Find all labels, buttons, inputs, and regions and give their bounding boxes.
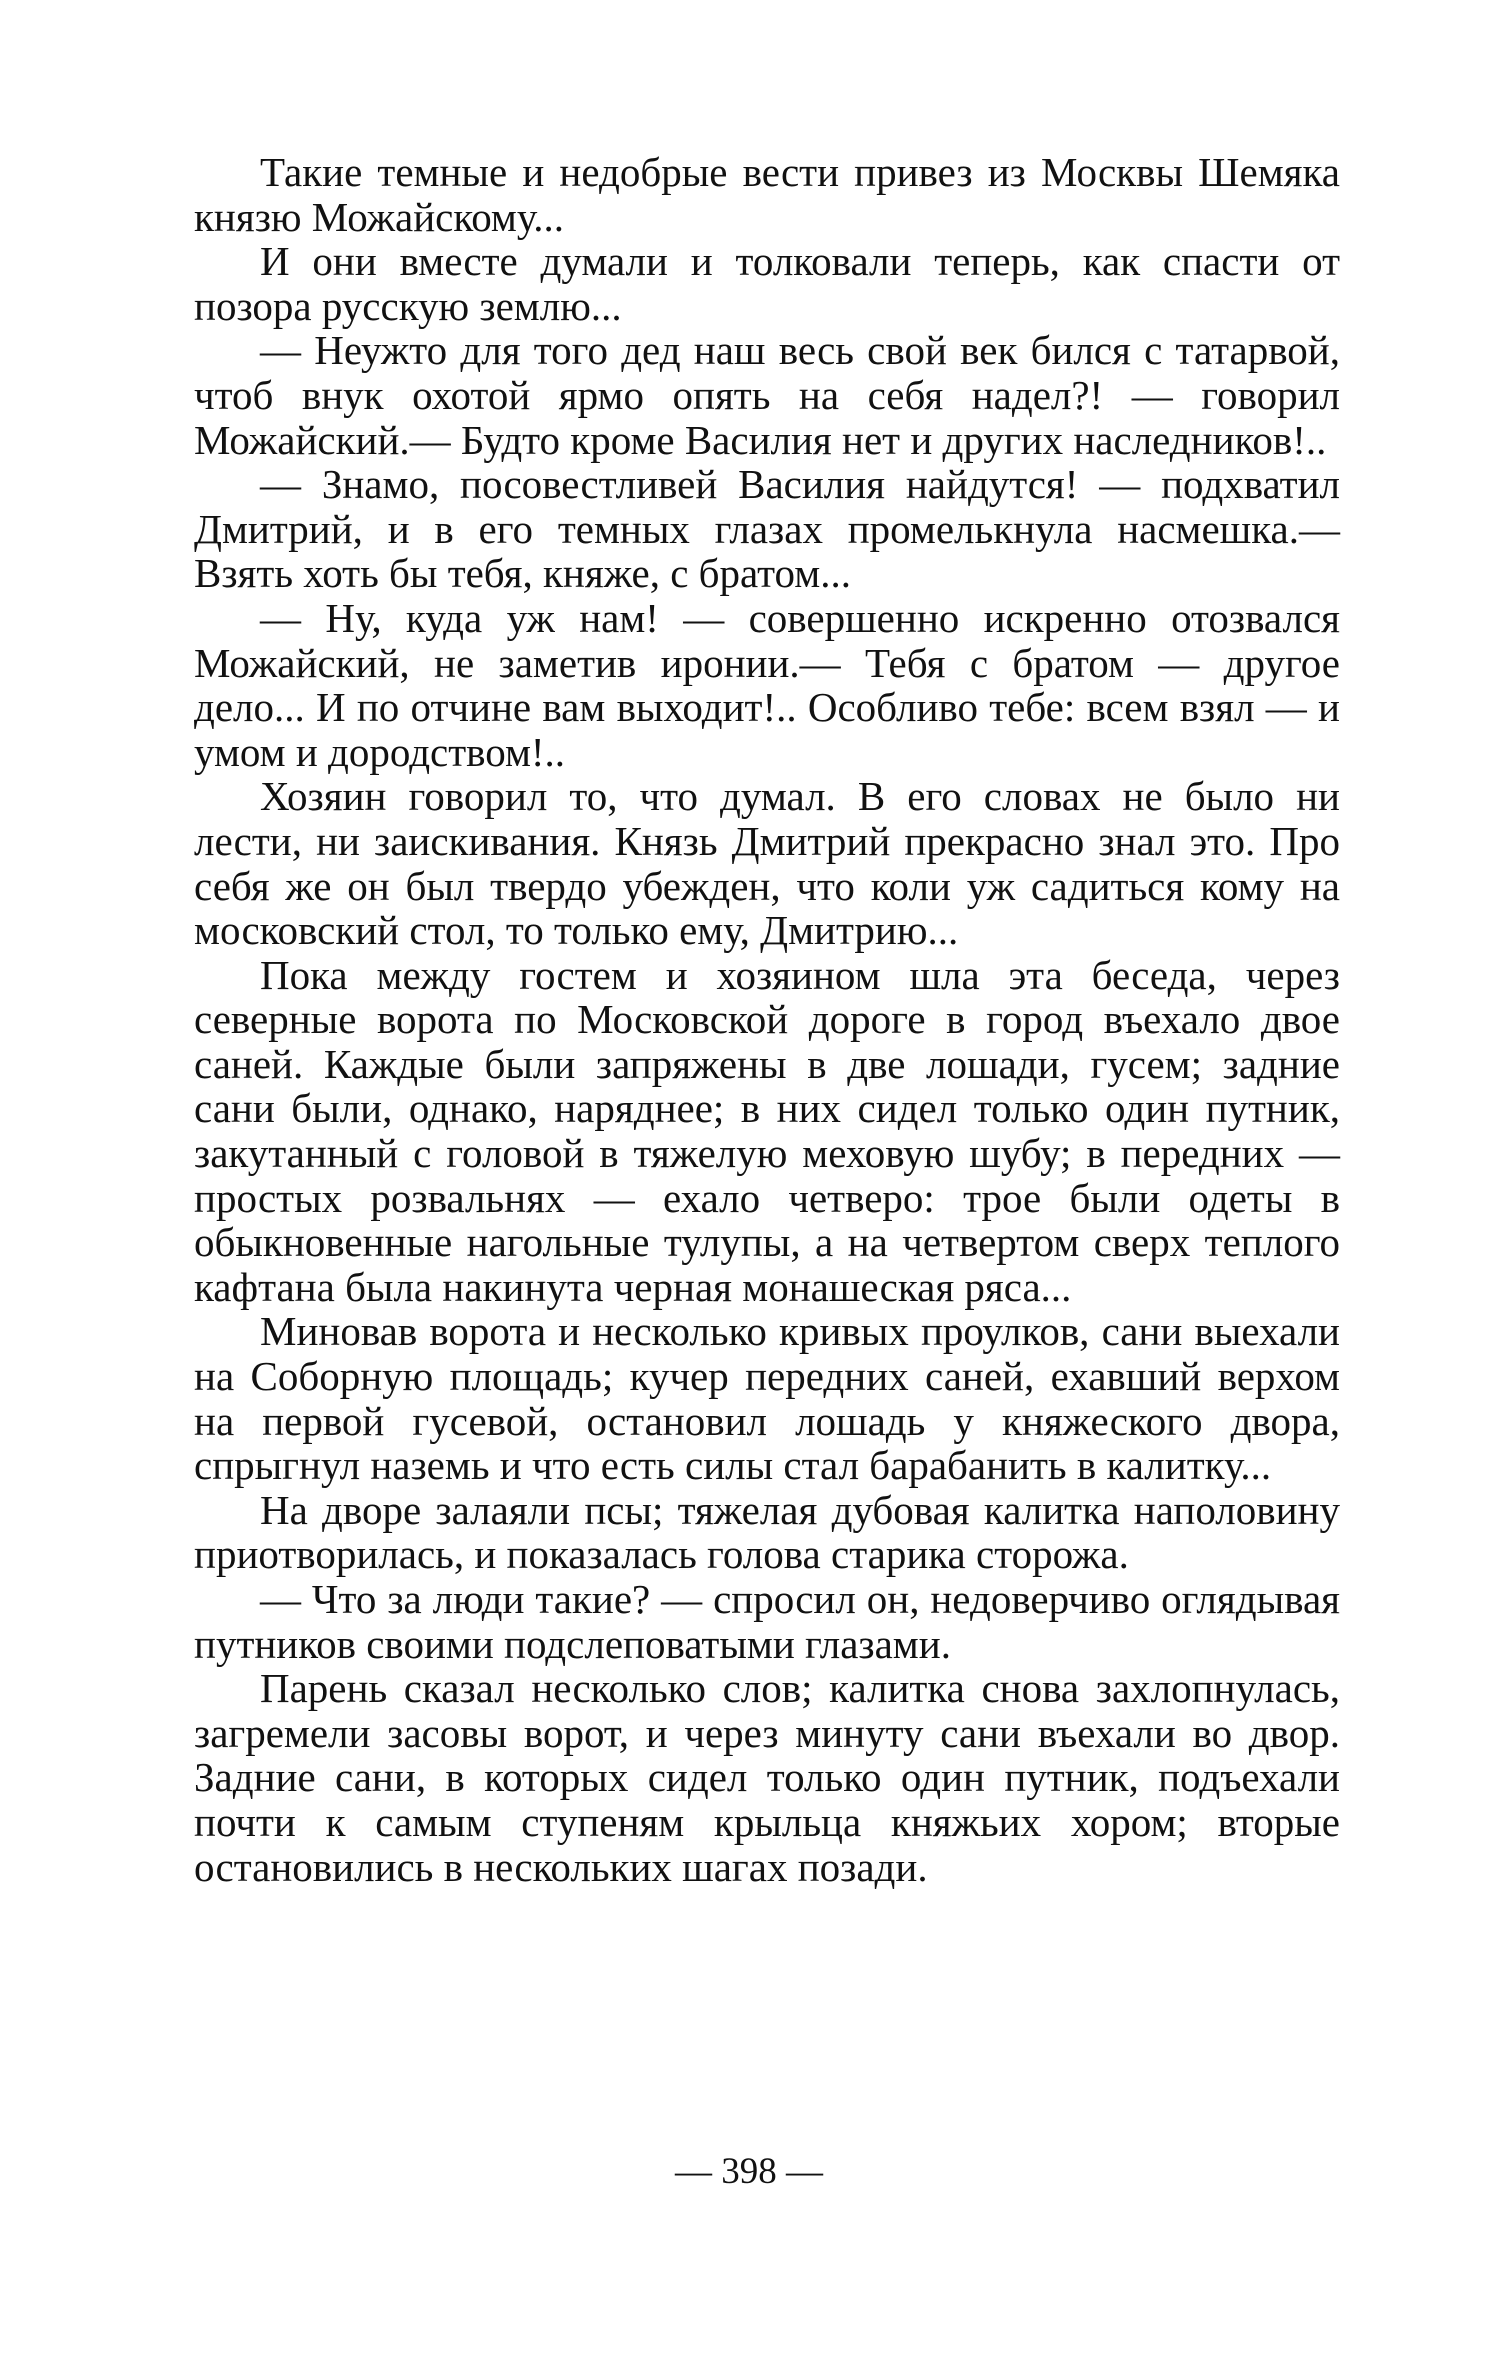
paragraph: Такие темные и недобрые вести привез из Москвы Шемяка князю Можайскому...: [194, 149, 1340, 240]
paragraph: — Ну, куда уж нам! — совершенно искренно отозвался Можайский, не заметив иронии.— Тебя с братом — другое дело... И по отчине вам выходит!.. Особливо тебе: всем взял — и умом и дородством!..: [194, 594, 1340, 775]
paragraph: Пока между гостем и хозяином шла эта беседа, через северные ворота по Московской дороге в город въехало двое саней. Каждые были запряжены в две лошади, гусем; задние сани были, однако, наряднее; в них сидел только один путник, закутанный с головой в тяжелую меховую шубу; в передних — простых розвальнях — ехало четверо: трое были одеты в обыкновенные нагольные тулупы, а на четвертом сверх теплого кафтана была накинута черная монашеская ряса...: [194, 951, 1340, 1310]
paragraph: — Знамо, посовестливей Василия найдутся! — подхватил Дмитрий, и в его темных глазах промелькнула насмешка.— Взять хоть бы тебя, княже, с братом...: [194, 461, 1340, 597]
paragraph: И они вместе думали и толковали теперь, как спасти от позора русскую землю...: [194, 238, 1340, 329]
paragraph: — Неужто для того дед наш весь свой век бился с татарвой, чтоб внук охотой ярмо опять на себя надел?! — говорил Можайский.— Будто кроме Василия нет и других наследников!..: [194, 327, 1340, 463]
paragraph: Хозяин говорил то, что думал. В его словах не было ни лести, ни заискивания. Князь Дмитрий прекрасно знал это. Про себя же он был твердо убежден, что коли уж садиться кому на московский стол, то только ему, Дмитрию...: [194, 773, 1340, 954]
page-number: — 398 —: [675, 2151, 823, 2192]
paragraph: На дворе залаяли псы; тяжелая дубовая калитка наполовину приотворилась, и показалась голова старика сторожа.: [194, 1486, 1340, 1578]
page-body: [194, 150, 1340, 1889]
paragraph: Парень сказал несколько слов; калитка снова захлопнулась, загремели засовы ворот, и через минуту сани въехали во двор. Задние сани, в которых сидел только один путник, подъехали почти к самым ступеням крыльца княжьих хором; вторые остановились в нескольких шагах позади.: [194, 1665, 1340, 1890]
paragraph: — Что за люди такие? — спросил он, недоверчиво оглядывая путников своими подслеповатыми глазами.: [194, 1576, 1340, 1667]
paragraph: Миновав ворота и несколько кривых проулков, сани выехали на Соборную площадь; кучер передних саней, ехавший верхом на первой гусевой, остановил лошадь у княжеского двора, спрыгнул наземь и что есть силы стал барабанить в калитку...: [194, 1308, 1340, 1489]
